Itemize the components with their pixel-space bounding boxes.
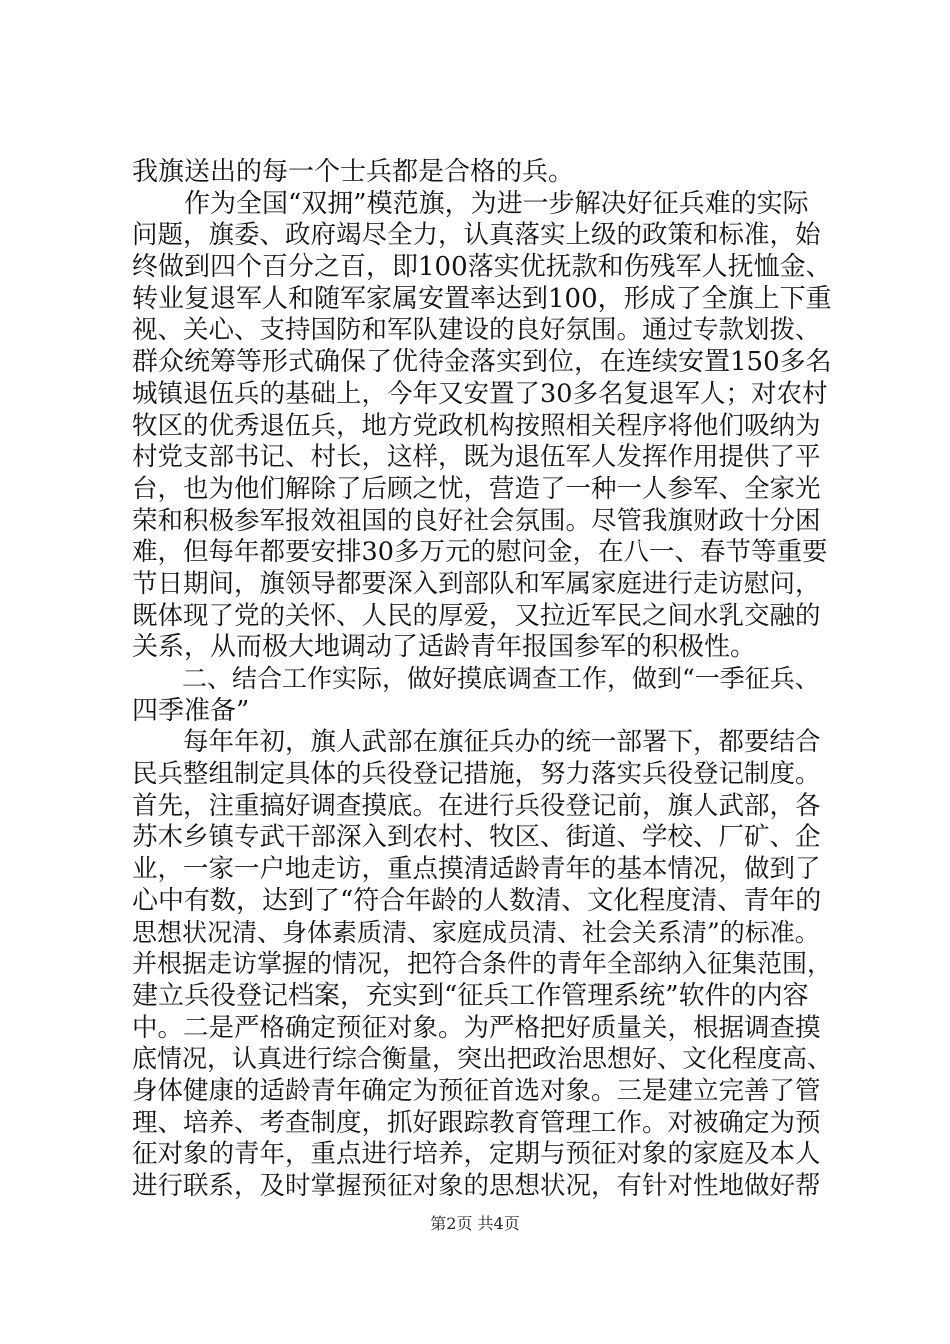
body-line: 节日期间，旗领导都要深入到部队和军属家庭进行走访慰问， [132,569,821,599]
body-line: 视、关心、支持国防和军队建设的良好氛围。通过专款划拨、 [132,315,821,345]
body-line: 问题，旗委、政府竭尽全力，认真落实上级的政策和标准，始 [132,220,821,250]
page-footer: 第2页 共4页 [430,1214,520,1233]
body-line: 荣和积极参军报效祖国的良好社会氛围。尽管我旗财政十分困 [132,506,821,536]
body-line: 城镇退伍兵的基础上，今年又安置了30多名复退军人；对农村 [132,379,828,409]
section-heading-line: 二、结合工作实际，做好摸底调查工作，做到“一季征兵、 [132,664,820,693]
body-line: 我旗送出的每一个士兵都是合格的兵。 [132,157,575,187]
body-line: 身体健康的适龄青年确定为预征首选对象。三是建立完善了管 [132,1076,821,1106]
body-line: 并根据走访掌握的情况，把符合条件的青年全部纳入征集范围， [132,949,833,978]
body-line: 关系，从而极大地调动了适龄青年报国参军的积极性。 [132,632,757,662]
body-line: 建立兵役登记档案，充实到“征兵工作管理系统”软件的内容 [132,981,809,1011]
body-line: 心中有数，达到了“符合年龄的人数清、文化程度清、青年的 [132,886,822,916]
body-line: 作为全国“双拥”模范旗，为进一步解决好征兵难的实际 [132,189,809,219]
body-line: 转业复退军人和随军家属安置率达到100，形成了全旗上下重 [132,284,832,314]
body-line: 既体现了党的关怀、人民的厚爱，又拉近军民之间水乳交融的 [132,601,821,631]
body-line: 每年年初，旗人武部在旗征兵办的统一部署下，都要结合 [132,727,821,757]
body-line: 苏木乡镇专武干部深入到农村、牧区、街道、学校、厂矿、企 [132,822,821,852]
body-line: 思想状况清、身体素质清、家庭成员清、社会关系清”的标准。 [132,918,820,947]
body-line: 首先，注重搞好调查摸底。在进行兵役登记前，旗人武部，各 [132,791,821,821]
body-line: 牧区的优秀退伍兵，地方党政机构按照相关程序将他们吸纳为 [132,411,821,441]
body-line: 群众统筹等形式确保了优待金落实到位，在连续安置150多名 [132,347,832,377]
body-line: 中。二是严格确定预征对象。为严格把好质量关，根据调查摸 [132,1013,821,1043]
body-line: 台，也为他们解除了后顾之忧，营造了一种一人参军、全家光 [132,474,821,504]
body-line: 理、培养、考查制度，抓好跟踪教育管理工作。对被确定为预 [132,1108,821,1138]
body-line: 终做到四个百分之百，即100落实优抚款和伤残军人抚恤金、 [132,252,832,282]
body-line: 进行联系，及时掌握预征对象的思想状况，有针对性地做好帮 [132,1171,821,1201]
body-line: 征对象的青年，重点进行培养，定期与预征对象的家庭及本人 [132,1139,821,1169]
section-heading-line: 四季准备” [132,696,250,726]
body-line: 底情况，认真进行综合衡量，突出把政治思想好、文化程度高、 [132,1044,833,1073]
body-line: 民兵整组制定具体的兵役登记措施，努力落实兵役登记制度。 [132,759,821,789]
body-line: 业，一家一户地走访，重点摸清适龄青年的基本情况，做到了 [132,854,821,884]
body-line: 村党支部书记、村长，这样，既为退伍军人发挥作用提供了平 [132,442,821,472]
body-line: 难，但每年都要安排30多万元的慰问金，在八一、春节等重要 [132,537,828,567]
